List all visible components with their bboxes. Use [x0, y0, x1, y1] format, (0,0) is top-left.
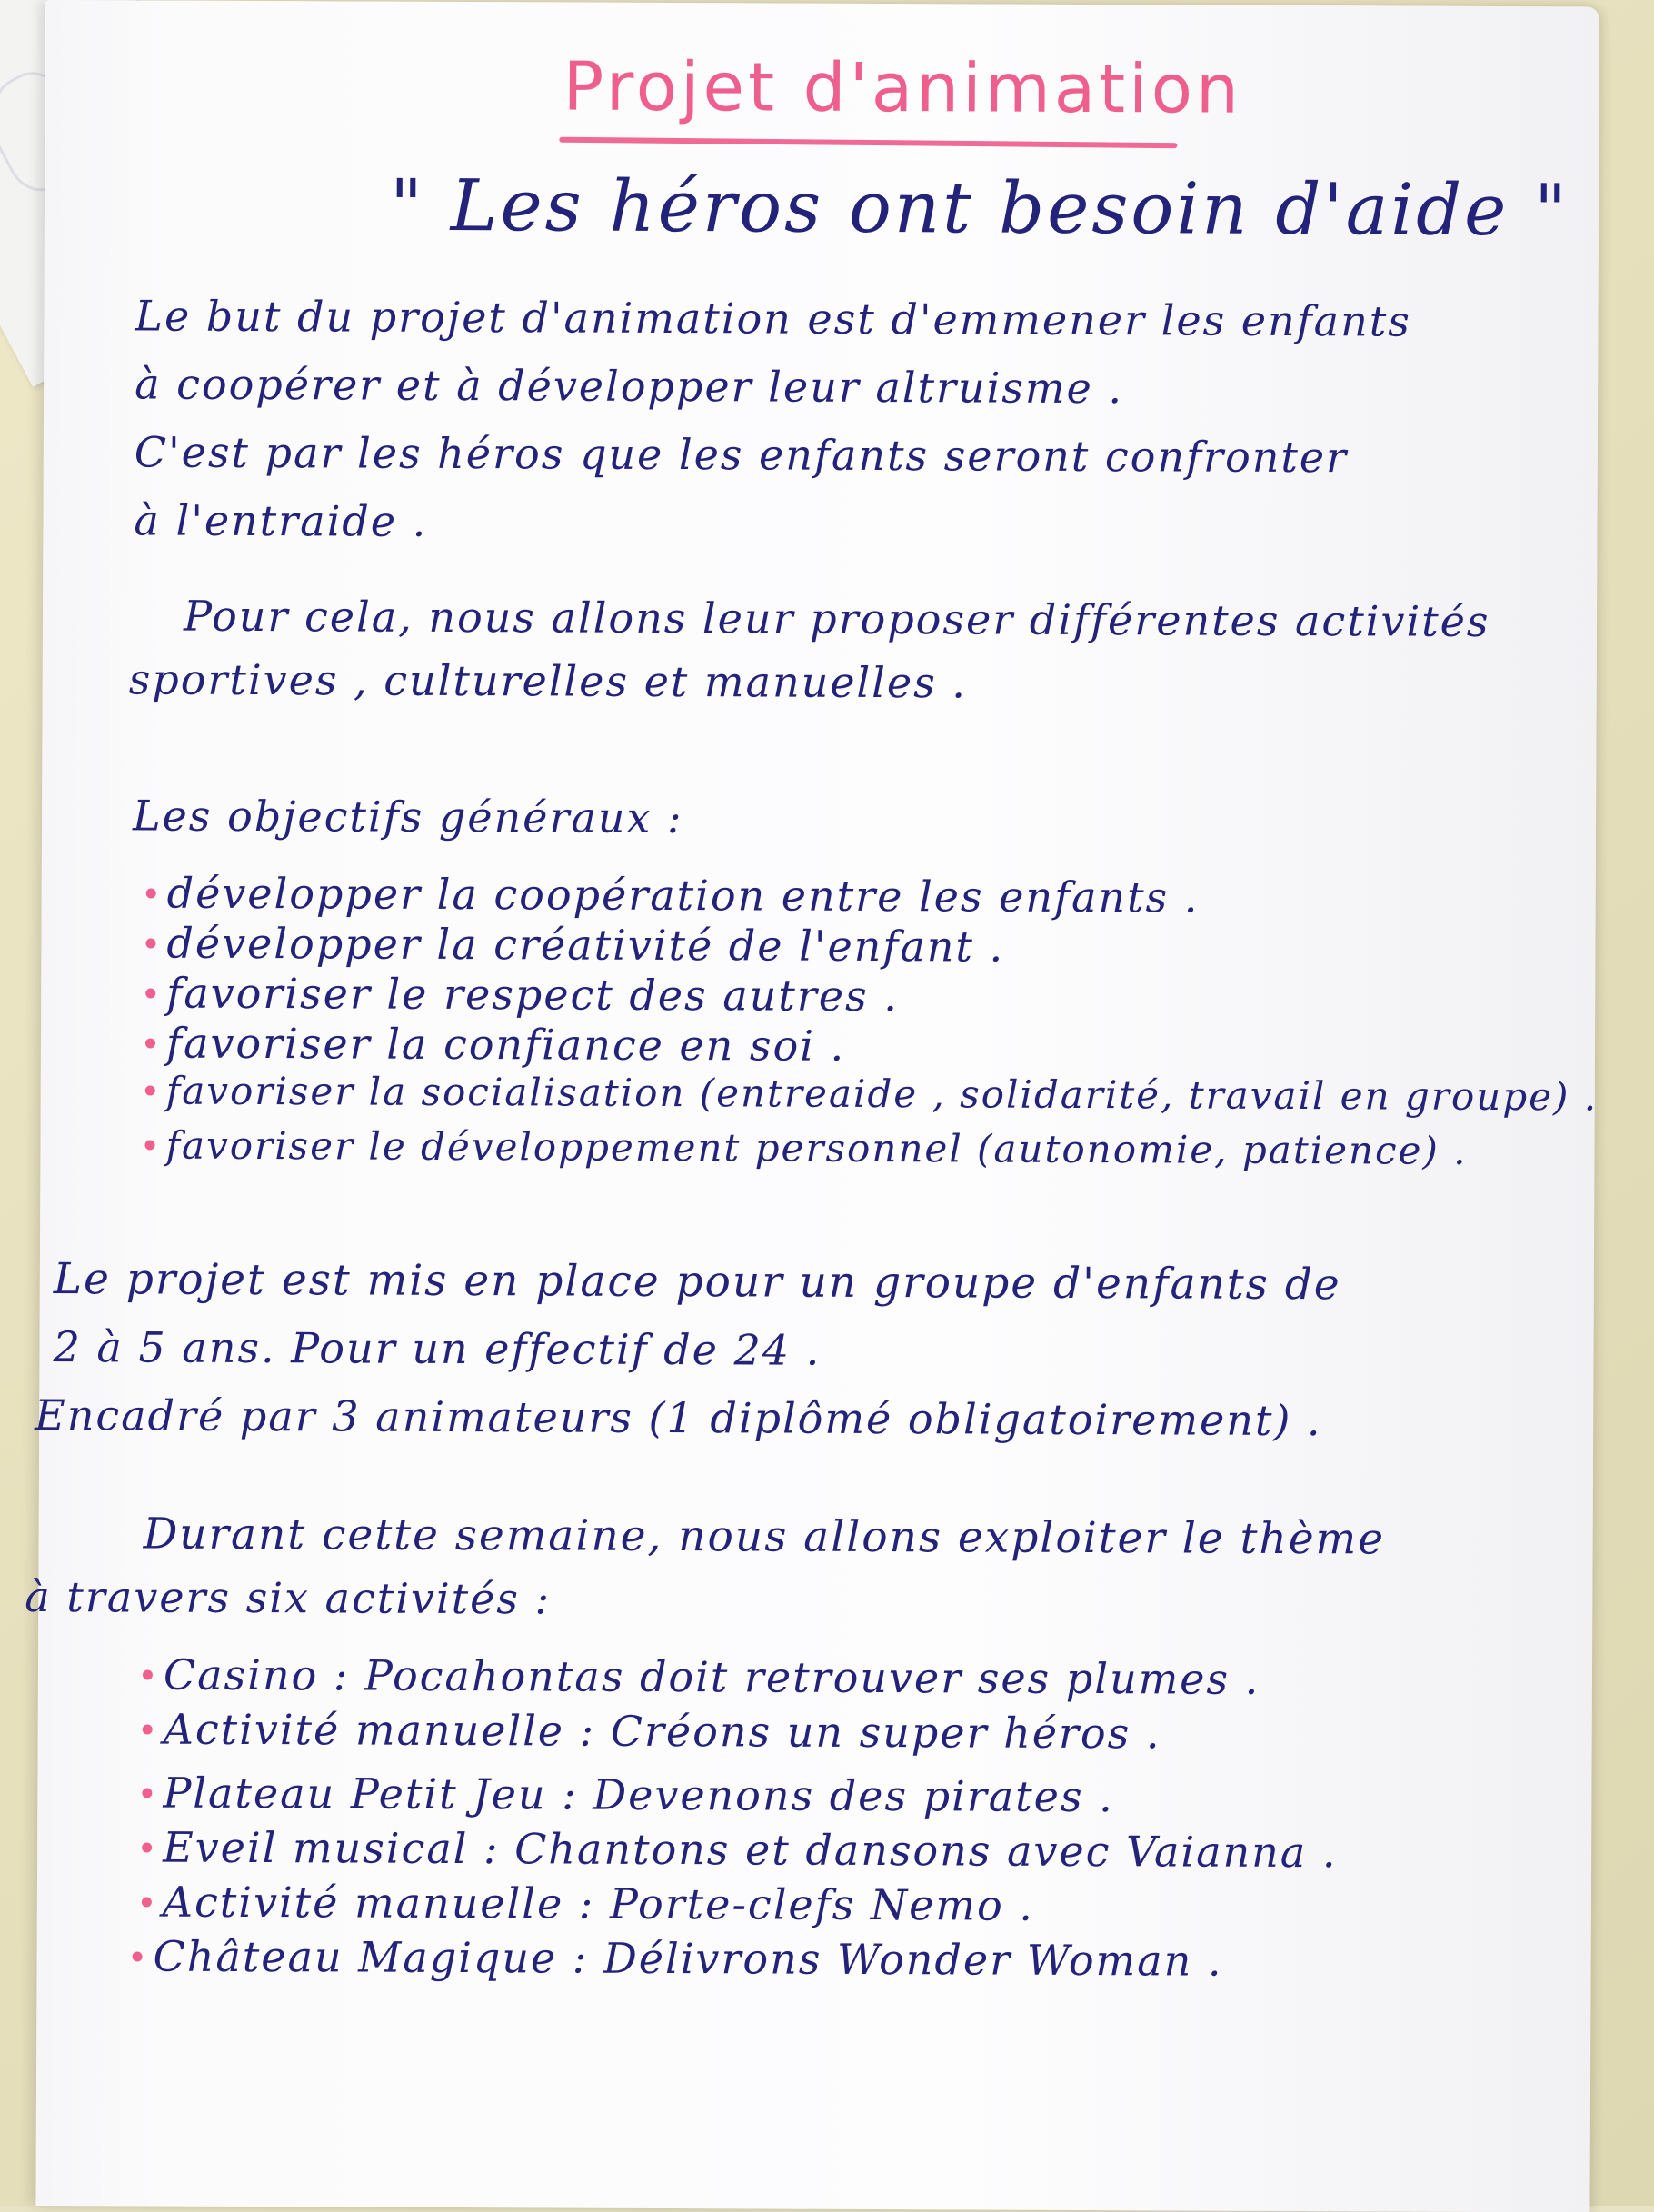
bullet-icon [142, 1788, 152, 1798]
page-subtitle: " Les héros ont besoin d'aide " [389, 164, 1570, 253]
bullet-icon [145, 1038, 155, 1048]
page-title: Projet d'animation [563, 47, 1243, 129]
bullet-icon [145, 938, 155, 948]
activity-item [142, 1877, 1034, 1929]
activity-item [142, 1822, 1338, 1877]
objective-text: favoriser la socialisation (entreaide , solidarité, travail en groupe) . [165, 1068, 1599, 1120]
activity-text: Eveil musical : Chantons et dansons avec Vaianna . [163, 1822, 1338, 1878]
activity-text: Casino : Pocahontas doit retrouver ses plumes . [163, 1649, 1260, 1704]
activity-item [143, 1704, 1161, 1758]
group-line: Encadré par 3 animateurs (1 diplômé obligatoirement) . [35, 1390, 1322, 1446]
bullet-icon [143, 1669, 153, 1679]
activity-text: Plateau Petit Jeu : Devenons des pirates . [163, 1768, 1114, 1822]
intro-line: Le but du projet d'animation est d'emmener les enfants [135, 291, 1411, 346]
bullet-icon [146, 888, 156, 898]
bullet-icon [133, 1951, 143, 1961]
bullet-icon [142, 1897, 152, 1907]
objective-item [145, 1018, 845, 1070]
objectives-heading: Les objectifs généraux : [132, 791, 683, 843]
bullet-icon [144, 1140, 154, 1150]
objective-text: favoriser le respect des autres . [166, 968, 900, 1021]
activity-item [132, 1931, 1222, 1985]
objective-text: développer la créativité de l'enfant . [166, 918, 1005, 971]
intro-line: C'est par les héros que les enfants seront confronter [134, 427, 1349, 483]
bullet-icon [143, 1724, 153, 1734]
notebook-page [25, 0, 1599, 2212]
objective-text: développer la coopération entre les enfants . [166, 868, 1200, 922]
objective-text: favoriser la confiance en soi . [165, 1018, 846, 1071]
activities-intro-line: sportives , culturelles et manuelles . [128, 654, 968, 708]
objective-item [145, 1068, 1599, 1119]
bullet-icon [145, 988, 155, 998]
activity-item [142, 1768, 1114, 1821]
activity-text: Activité manuelle : Créons un super héros . [163, 1704, 1161, 1759]
activity-text: Activité manuelle : Porte-clefs Nemo . [162, 1877, 1035, 1930]
activity-item [143, 1649, 1260, 1703]
group-line: Le projet est mis en place pour un groupe d'enfants de [53, 1254, 1341, 1310]
bullet-icon [145, 1085, 155, 1095]
week-line: à travers six activités : [25, 1571, 552, 1624]
bullet-icon [142, 1842, 152, 1852]
week-line: Durant cette semaine, nous allons exploiter le thème [143, 1509, 1386, 1565]
activity-text: Château Magique : Délivrons Wonder Woman . [153, 1931, 1223, 1986]
title-underline [559, 137, 1177, 149]
activities-intro-line: Pour cela, nous allons leur proposer différentes activités [183, 591, 1490, 646]
intro-line: à l'entraide . [134, 495, 428, 546]
objective-text: favoriser le développement personnel (autonomie, patience) . [165, 1122, 1468, 1173]
intro-line: à coopérer et à développer leur altruisme . [135, 359, 1124, 414]
objective-item [145, 968, 899, 1021]
objective-item [145, 918, 1004, 971]
group-line: 2 à 5 ans. Pour un effectif de 24 . [53, 1322, 822, 1375]
objective-item [146, 868, 1200, 922]
objective-item [144, 1122, 1467, 1172]
